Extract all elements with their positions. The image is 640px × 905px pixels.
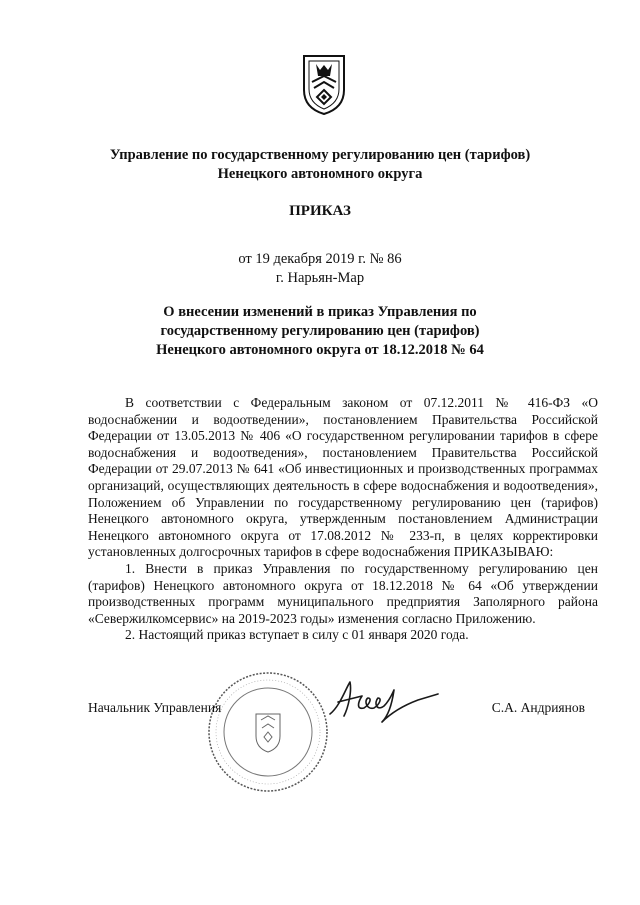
document-type: ПРИКАЗ [289,203,351,219]
nenets-coat-of-arms-icon [300,52,348,116]
document-subject [0,303,640,360]
official-seal-icon [206,670,330,794]
subject-line-1: О внесении изменений в приказ Управления по [163,304,477,320]
subject-line-2: государственному регулированию цен (тарифов) [160,323,480,339]
org-line-1: Управление по государственному регулированию цен (тарифов) [109,147,531,163]
document-body [88,395,598,644]
issuing-organization [0,146,640,184]
subject-line-3: Ненецкого автономного округа от 18.12.2018 № 64 [156,342,484,358]
signatory-name: С.А. Андриянов [491,700,585,715]
org-line-2: Ненецкого автономного округа [217,166,423,182]
document-date-number: от 19 декабря 2019 г. № 86 [238,251,402,267]
document-place: г. Нарьян-Мар [275,270,365,286]
body-paragraph-item-2: 2. Настоящий приказ вступает в силу с 01 января 2020 года. [125,627,469,643]
signatory-position: Начальник Управления [88,700,222,715]
handwritten-signature [322,676,442,726]
body-paragraph-item-1: 1. Внести в приказ Управления по государственному регулированию цен (тарифов) Ненецкого автономного округа от 18.12.2018 № 64 «Об утверждении производственных программ муниципального предприятия Заполярного района «Севержилкомсервис» на 2019-2023 годы» изменения согласно Приложению. [88,560,598,626]
body-paragraph-preamble: В соответствии с Федеральным законом от 07.12.2011 № 416-ФЗ «О водоснабжении и водоотведении», постановлением Правительства Российской Федерации от 13.05.2013 № 406 «О государственном регулировании тарифов в сфере водоснабжения и водоотведения», постановлением Правительства Российской Федерации от 29.07.2013 № 641 «Об инвестиционных и производственных программах организаций, осуществляющих деятельность в сфере водоснабжения и водоотведения», Положением об Управлении по государственному регулированию цен (тарифов) Ненецкого автономного округа, утвержденным постановлением Администрации Ненецкого автономного округа от 17.08.2012 № 233-п, в целях корректировки установленных долгосрочных тарифов в сфере водоснабжения ПРИКАЗЫВАЮ: [88,395,598,560]
document-meta [0,250,640,288]
